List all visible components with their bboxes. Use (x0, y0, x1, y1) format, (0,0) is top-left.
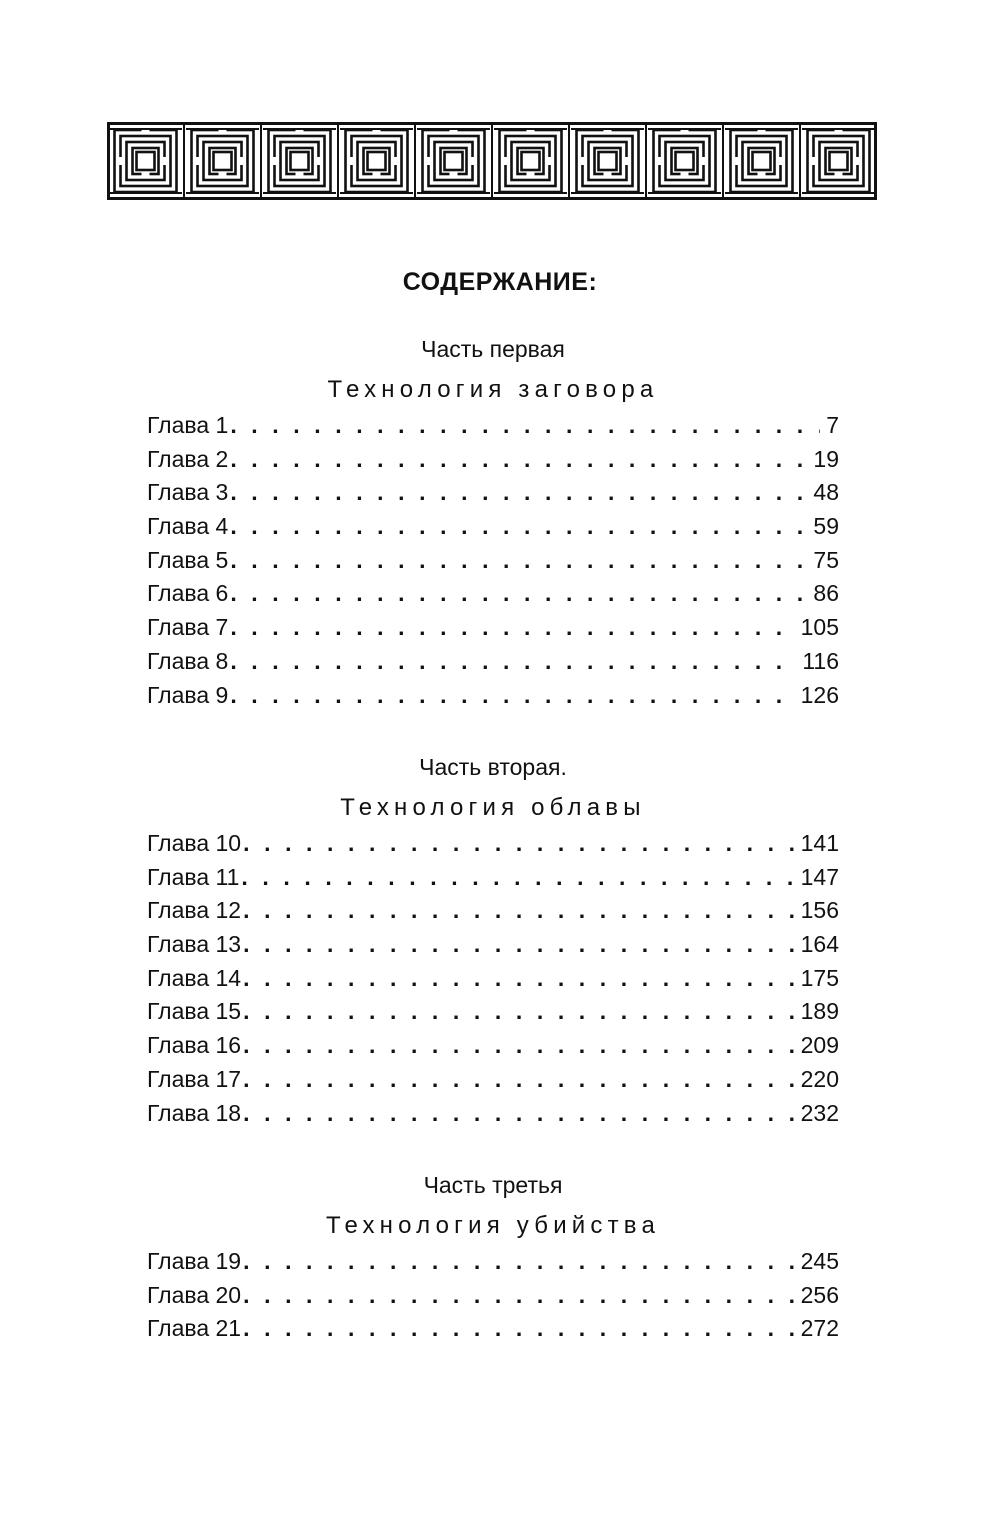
chapter-label: Глава 15 (147, 998, 242, 1025)
dot-leader (228, 580, 807, 607)
toc-entry (147, 965, 839, 999)
page-number: 86 (813, 580, 839, 607)
chapter-label: Глава 2 (147, 445, 229, 472)
toc-entry (147, 830, 839, 864)
chapter-label: Глава 8 (147, 647, 229, 674)
dot-leader (241, 830, 795, 857)
dot-leader (228, 446, 807, 473)
chapter-label: Глава 6 (147, 580, 229, 607)
chapter-label: Глава 10 (147, 830, 242, 856)
page-number: 189 (800, 998, 839, 1025)
dot-leader (241, 1100, 795, 1127)
part-2-chapter-list (147, 830, 839, 1133)
toc-entry (147, 446, 839, 480)
chapter-label: Глава 9 (147, 681, 229, 708)
toc-entry (147, 1066, 839, 1100)
dot-leader (239, 864, 794, 891)
chapter-label: Глава 4 (147, 513, 229, 540)
part-2-label: Часть вторая. (419, 754, 567, 780)
page-number: 256 (800, 1281, 839, 1308)
toc-entry (147, 1100, 839, 1134)
part-1-chapter-list (147, 412, 839, 715)
dot-leader (241, 1032, 795, 1059)
toc-entry (147, 580, 839, 614)
page-number: 175 (800, 964, 839, 991)
dot-leader (228, 513, 807, 540)
page-number: 59 (813, 513, 839, 540)
dot-leader (228, 614, 794, 641)
page-number: 19 (813, 445, 839, 472)
page-number: 209 (800, 1032, 839, 1059)
chapter-label: Глава 13 (147, 931, 242, 958)
page-number: 48 (813, 479, 839, 506)
chapter-label: Глава 12 (147, 897, 242, 924)
toc-entry (147, 1248, 839, 1282)
toc-entry (147, 931, 839, 965)
greek-key-ornament (107, 122, 877, 200)
chapter-label: Глава 20 (147, 1281, 242, 1308)
page-number: 105 (800, 614, 839, 641)
chapter-label: Глава 5 (147, 546, 229, 573)
part-1-title: Технология заговора (327, 376, 659, 403)
page-number: 75 (813, 546, 839, 573)
toc-entry (147, 682, 839, 716)
dot-leader (241, 965, 795, 992)
dot-leader (241, 931, 795, 958)
dot-leader (241, 1282, 795, 1309)
page-number: 245 (800, 1248, 839, 1274)
toc-entry (147, 864, 839, 898)
toc-entry (147, 412, 839, 446)
page-number: 7 (826, 412, 839, 438)
chapter-label: Глава 21 (147, 1315, 242, 1342)
toc-entry (147, 998, 839, 1032)
dot-leader (228, 648, 796, 675)
toc-entry (147, 614, 839, 648)
chapter-label: Глава 3 (147, 479, 229, 506)
chapter-label: Глава 19 (147, 1248, 242, 1274)
page-number: 116 (802, 647, 839, 674)
page-number: 272 (800, 1315, 839, 1342)
toc-entry (147, 1282, 839, 1316)
dot-leader (241, 897, 795, 924)
page-number: 164 (800, 931, 839, 958)
part-1-label: Часть первая (421, 336, 565, 362)
toc-title: СОДЕРЖАНИЕ: (402, 268, 598, 296)
toc-entry (147, 648, 839, 682)
chapter-label: Глава 7 (147, 614, 229, 641)
toc-entry (147, 547, 839, 581)
toc-entry (147, 1315, 839, 1349)
chapter-label: Глава 17 (147, 1065, 242, 1092)
dot-leader (228, 682, 794, 709)
page-number: 156 (800, 897, 839, 924)
part-3-title: Технология убийства (325, 1212, 661, 1239)
toc-entry (147, 513, 839, 547)
page-number: 232 (800, 1099, 839, 1126)
dot-leader (241, 1248, 795, 1275)
dot-leader (228, 479, 807, 506)
page-number: 147 (800, 863, 839, 890)
toc-entry (147, 479, 839, 513)
page-number: 141 (800, 830, 839, 856)
chapter-label: Глава 1 (147, 412, 229, 438)
dot-leader (228, 412, 820, 439)
chapter-label: Глава 14 (147, 964, 242, 991)
page-number: 126 (800, 681, 839, 708)
chapter-label: Глава 11 (147, 863, 240, 890)
page-number: 220 (800, 1065, 839, 1092)
chapter-label: Глава 18 (147, 1099, 242, 1126)
dot-leader (241, 998, 795, 1025)
part-2-title: Технология облавы (340, 794, 646, 821)
dot-leader (241, 1315, 795, 1342)
part-3-chapter-list (147, 1248, 839, 1349)
dot-leader (241, 1066, 795, 1093)
toc-entry (147, 1032, 839, 1066)
dot-leader (228, 547, 807, 574)
chapter-label: Глава 16 (147, 1032, 242, 1059)
part-3-label: Часть третья (423, 1172, 563, 1198)
toc-entry (147, 897, 839, 931)
